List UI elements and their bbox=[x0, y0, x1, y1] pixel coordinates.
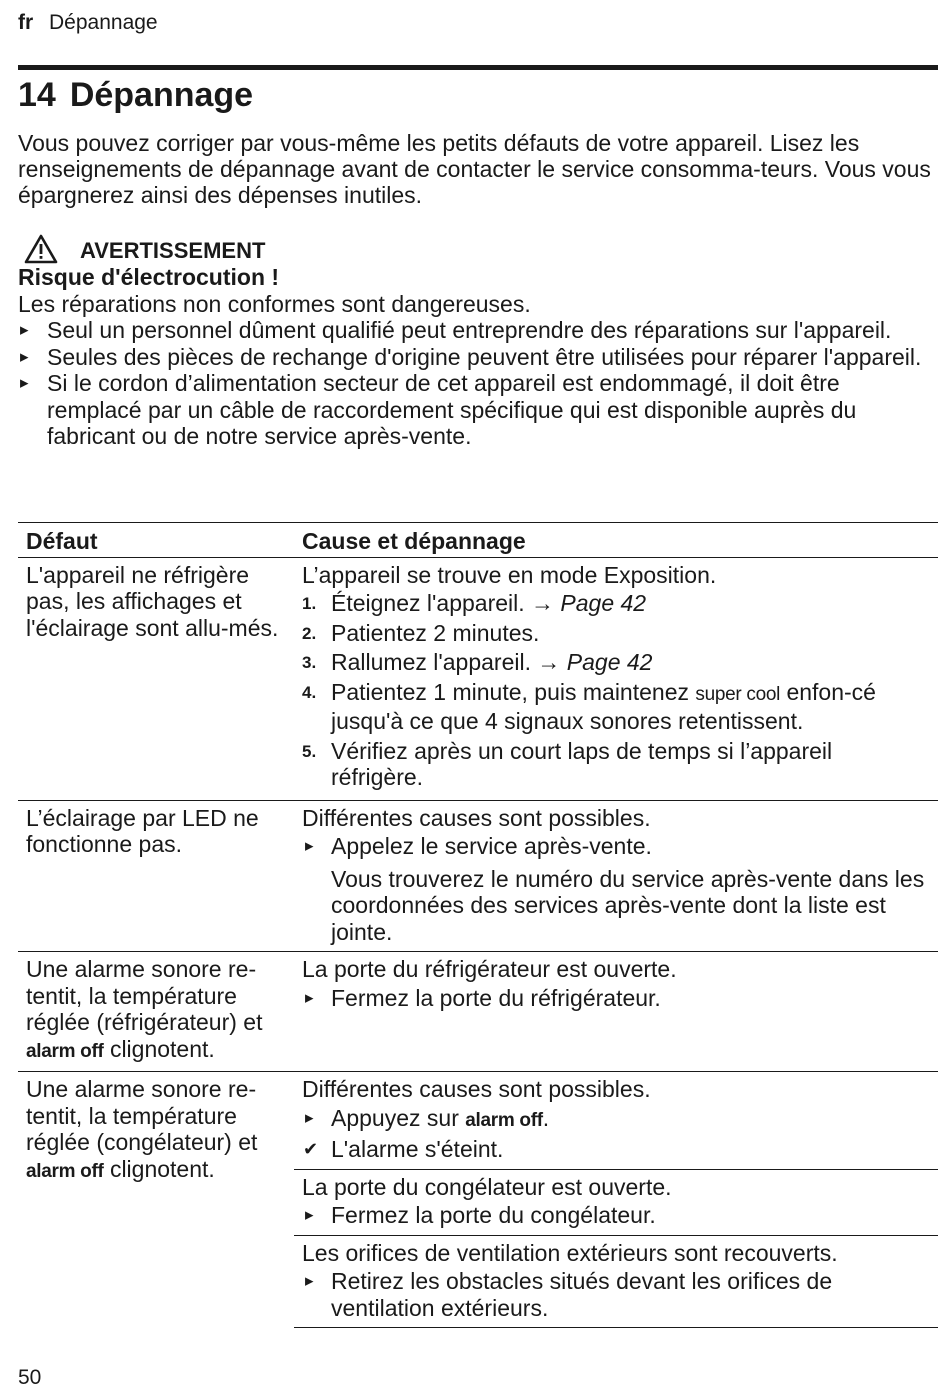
alarm-off-key-label: alarm off bbox=[465, 1109, 543, 1131]
fault-text: clignotent. bbox=[109, 1155, 215, 1182]
cause-cell bbox=[294, 1235, 938, 1328]
step-item bbox=[302, 649, 930, 676]
cause-text: La porte du réfrigérateur est ouverte. bbox=[302, 956, 677, 982]
step-text: enfon-cé jusqu'à ce que 4 signaux sonores retentissent. bbox=[331, 678, 876, 734]
warning-text: Les réparations non conformes sont dangereuses. bbox=[18, 290, 531, 317]
fault-cell bbox=[18, 952, 294, 1072]
chapter-title bbox=[18, 73, 253, 117]
action-item: ▸ Appelez le service après-vente. bbox=[302, 833, 930, 860]
cause-cell bbox=[294, 557, 938, 800]
step-text: Rallumez l'appareil. bbox=[331, 649, 531, 675]
cause-text: Les orifices de ventilation extérieurs sont recouverts. bbox=[302, 1239, 838, 1266]
result-item: ✔ L'alarme s'éteint. bbox=[302, 1136, 930, 1163]
cause-cell bbox=[294, 1169, 938, 1235]
warning-heading bbox=[18, 232, 938, 264]
action-text: Appuyez sur bbox=[331, 1104, 459, 1131]
step-text: Patientez 2 minutes. bbox=[331, 619, 540, 646]
fault-text: clignotent. bbox=[109, 1035, 215, 1062]
alarm-off-key-label: alarm off bbox=[26, 1160, 104, 1182]
step-item bbox=[302, 738, 930, 791]
step-list bbox=[302, 590, 930, 791]
cause-text: Différentes causes sont possibles. bbox=[302, 1076, 651, 1102]
page-number: 50 bbox=[18, 1366, 42, 1389]
warning-bullet: ▸ Si le cordon d’alimentation secteur de cet appareil est endommagé, il doit être remplacé par un câble de raccordement spécifique qui est disponible auprès du fabricant ou de notre service après-vente. bbox=[18, 370, 938, 450]
warning-triangle-icon bbox=[24, 234, 58, 264]
step-number: 1. bbox=[302, 594, 317, 613]
running-header bbox=[18, 10, 158, 36]
cause-text: L’appareil se trouve en mode Exposition. bbox=[302, 561, 717, 588]
page-reference: → Page 42 bbox=[537, 649, 653, 675]
action-text: . bbox=[542, 1104, 550, 1131]
running-header-section: Dépannage bbox=[49, 11, 158, 34]
fault-cell: L’éclairage par LED ne fonctionne pas. bbox=[18, 800, 294, 952]
alarm-off-key-label: alarm off bbox=[26, 1040, 104, 1062]
step-item bbox=[302, 590, 930, 617]
step-item bbox=[302, 679, 930, 735]
step-number: 5. bbox=[302, 741, 317, 761]
warning-label: AVERTISSEMENT bbox=[80, 237, 266, 263]
cause-cell bbox=[294, 1072, 938, 1170]
language-code: fr bbox=[18, 11, 34, 34]
cause-cell bbox=[294, 800, 938, 952]
step-text: Vérifiez après un court laps de temps si l’appareil réfrigère. bbox=[331, 737, 833, 790]
table-row bbox=[18, 800, 938, 952]
header-rule bbox=[18, 65, 938, 70]
table-header-row bbox=[18, 523, 938, 558]
table-row bbox=[18, 952, 938, 1072]
cause-cell bbox=[294, 952, 938, 1072]
column-header-cause: Cause et dépannage bbox=[294, 523, 938, 558]
warning-box bbox=[18, 232, 938, 450]
table-row bbox=[18, 1072, 938, 1170]
chapter-number: 14 bbox=[18, 76, 56, 114]
table-row bbox=[18, 557, 938, 800]
action-note: Vous trouverez le numéro du service après-vente dans les coordonnées des services après-vente dont la liste est jointe. bbox=[331, 865, 925, 945]
fault-text: Une alarme sonore re-tentit, la température réglée (réfrigérateur) et bbox=[26, 956, 263, 1035]
step-text: Patientez 1 minute, puis maintenez bbox=[331, 678, 689, 705]
step-item bbox=[302, 620, 930, 647]
cause-text: Différentes causes sont possibles. bbox=[302, 804, 651, 831]
troubleshooting-table bbox=[18, 522, 938, 1328]
step-text: Éteignez l'appareil. bbox=[331, 590, 525, 616]
action-item bbox=[302, 1105, 930, 1135]
chapter-title-text: Dépannage bbox=[69, 76, 254, 114]
fault-text: Une alarme sonore re-tentit, la température réglée (congélateur) et bbox=[26, 1076, 258, 1155]
column-header-fault: Défaut bbox=[18, 523, 294, 558]
step-number: 2. bbox=[302, 623, 317, 643]
page-reference: → Page 42 bbox=[531, 590, 647, 616]
warning-bullet: ▸ Seul un personnel dûment qualifié peut entreprendre des réparations sur l'appareil. bbox=[18, 317, 938, 344]
fault-cell: L'appareil ne réfrigère pas, les affichages et l'éclairage sont allu-més. bbox=[18, 557, 294, 800]
step-number: 4. bbox=[302, 682, 317, 702]
cause-text: La porte du congélateur est ouverte. bbox=[302, 1173, 672, 1200]
action-item: ▸ Fermez la porte du réfrigérateur. bbox=[302, 985, 930, 1012]
warning-bullet: ▸ Seules des pièces de rechange d'origine peuvent être utilisées pour réparer l'appareil. bbox=[18, 344, 938, 371]
super-cool-key-label: super cool bbox=[695, 683, 781, 705]
step-number: 3. bbox=[302, 653, 317, 672]
action-item: ▸ Fermez la porte du congélateur. bbox=[302, 1202, 930, 1229]
warning-subtitle: Risque d'électrocution ! bbox=[18, 264, 280, 290]
action-item: ▸ Retirez les obstacles situés devant les orifices de ventilation extérieurs. bbox=[302, 1268, 930, 1321]
fault-cell bbox=[18, 1072, 294, 1328]
intro-paragraph: Vous pouvez corriger par vous-même les petits défauts de votre appareil. Lisez les renseignements de dépannage avant de contacter le service consomma-teurs. Vous vous épargnerez ainsi des dépenses inutiles. bbox=[18, 130, 931, 208]
